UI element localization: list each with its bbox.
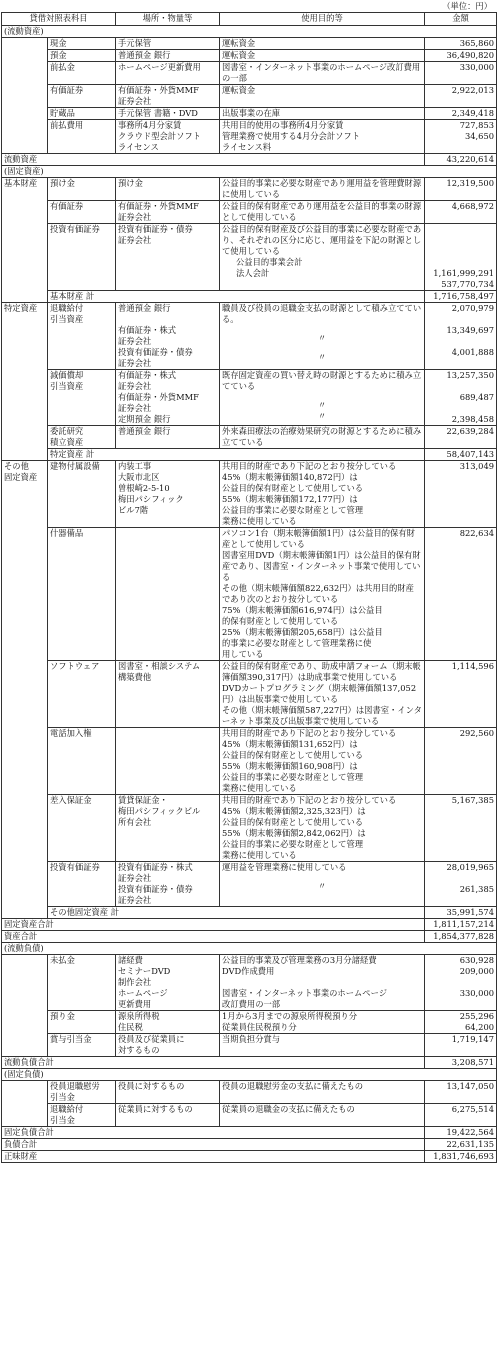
table-row <box>2 661 497 728</box>
header-purpose: 使用目的等 <box>220 13 425 26</box>
section-label: (流動資産) <box>2 26 497 38</box>
total-row <box>2 1057 497 1069</box>
total-label: 負債合計 <box>2 1139 425 1151</box>
amount-cell: 1,719,147 <box>425 1034 497 1057</box>
amount-cell: 13,147,050 <box>425 1081 497 1104</box>
item-cell: 建物付属設備 <box>48 461 116 528</box>
subtotal-label: 基本財産 計 <box>48 291 425 303</box>
place-cell <box>116 528 220 661</box>
total-row <box>2 1151 497 1163</box>
table-row <box>2 1034 497 1057</box>
purpose-cell: 外来森田療法の治療効果研究の財源とするために積み立てている <box>220 426 425 449</box>
section-fixed-assets <box>2 166 497 178</box>
amount-cell: 28,019,965 261,385 <box>425 862 497 907</box>
total-amount: 3,208,571 <box>425 1057 497 1069</box>
purpose-cell: 従業員の退職金の支払に備えたもの <box>220 1104 425 1127</box>
purpose-text: 職員及び役員の退職金支払の財源として積み立てている。 <box>222 303 422 324</box>
place-cell: 賃貸保証金・ 梅田パシフィックビル 所有会社 <box>116 795 220 862</box>
section-current-liabilities <box>2 943 497 955</box>
place-cell: 役員及び従業員に 対するもの <box>116 1034 220 1057</box>
place-cell <box>116 728 220 795</box>
total-label: 正味財産 <box>2 1151 425 1163</box>
amount-cell: 2,349,418 <box>425 108 497 120</box>
total-amount: 19,422,564 <box>425 1127 497 1139</box>
place-cell: 手元保管 <box>116 38 220 50</box>
item-cell: 有価証券 <box>48 85 116 108</box>
total-row <box>2 931 497 943</box>
total-row <box>2 919 497 931</box>
purpose-cell: 公益目的事業及び管理業務の3月分諸経費 DVD作成費用 図書室・インターネット事業のホームページ 改訂費用の一部 <box>220 955 425 1011</box>
item-cell: 退職給付 引当金 <box>48 1104 116 1127</box>
purpose-cell: 運転資金 <box>220 85 425 108</box>
place-cell: 図書室・相談システム 構築費他 <box>116 661 220 728</box>
place-cell: 投資有価証券・株式 証券会社 投資有価証券・債券 証券会社 <box>116 862 220 907</box>
purpose-text: 公益目的保有財産及び公益目的事業に必要な財産であり、それぞれの区分に応じ、運用益を下記の財源として使用している <box>222 224 422 256</box>
header-place: 場所・物量等 <box>116 13 220 26</box>
item-cell: ソフトウェア <box>48 661 116 728</box>
place-cell: 役員に対するもの <box>116 1081 220 1104</box>
item-cell: 什器備品 <box>48 528 116 661</box>
purpose-text: 運用益を管理業務に使用している <box>222 862 347 872</box>
purpose-cell: 共用目的使用の事務所4月分家賃 管理業務で使用する4月分会計ソフト ライセンス料 <box>220 120 425 154</box>
table-row <box>2 426 497 449</box>
ditto-mark: 〃 <box>317 881 327 891</box>
amount-cell <box>425 224 497 291</box>
table-row <box>2 370 497 426</box>
table-row <box>2 1011 497 1034</box>
amount-cell: 4,668,972 <box>425 201 497 224</box>
purpose-cell: 出版事業の在庫 <box>220 108 425 120</box>
header-row <box>2 13 497 26</box>
subtotal-row <box>2 449 497 461</box>
item-cell: 投資有価証券 <box>48 862 116 907</box>
place-cell: 手元保管 書籍・DVD <box>116 108 220 120</box>
amount-cell: 292,560 <box>425 728 497 795</box>
item-cell: 減価償却 引当資産 <box>48 370 116 426</box>
category-specified: 特定資産 <box>2 303 48 461</box>
ditto-mark: 〃 <box>317 333 327 343</box>
subtotal-amount: 35,991,574 <box>425 907 497 919</box>
total-row <box>2 1139 497 1151</box>
total-label: 固定資産合計 <box>2 919 425 931</box>
subtotal-amount: 58,407,143 <box>425 449 497 461</box>
total-amount: 43,220,614 <box>425 154 497 166</box>
place-cell: 投資有価証券・債券 証券会社 <box>116 224 220 291</box>
subtotal-row <box>2 907 497 919</box>
item-cell: 預り金 <box>48 1011 116 1034</box>
place-cell: 有価証券・外貨MMF 証券会社 <box>116 85 220 108</box>
table-row <box>2 528 497 661</box>
item-cell: 委託研究 積立資産 <box>48 426 116 449</box>
amount-cell: 313,049 <box>425 461 497 528</box>
table-row <box>2 50 497 62</box>
place-cell: ホームページ更新費用 <box>116 62 220 85</box>
purpose-cell: パソコン1台（期末帳簿価額1円）は公益目的保有財産として使用している 図書室用DVD（期末帳簿価額1円）は公益目的保有財産であり、図書室・インターネット事業で使用している その他（期末帳簿価額822,632円）は共用目的財産であり次のとおり按分している 75%（期末帳簿価額616,974円）は公益目 的保有財産として使用している 25%（期末帳簿価額205,658円）は公益目 的事業に必要な財産として管理業務に使 用している <box>220 528 425 661</box>
item-cell: 役員退職慰労 引当金 <box>48 1081 116 1104</box>
purpose-cell: 共用目的財産であり下記のとおり按分している 45%（期末帳簿価額2,325,323円）は 公益目的保有財産として使用している 55%（期末帳簿価額2,842,062円）は 公益目的事業に必要な財産として管理 業務に使用している <box>220 795 425 862</box>
item-cell: 貯蔵品 <box>48 108 116 120</box>
table-row <box>2 38 497 50</box>
place-cell: 内装工事 大阪市北区 曽根崎2-5-10 梅田パシフィック ビル7階 <box>116 461 220 528</box>
item-cell: 前払費用 <box>48 120 116 154</box>
purpose-cell: 公益目的保有財産であり、助成申請フォーム（期末帳簿価額390,317円）は助成事業で使用している DVDカートプログラミング（期末帳簿価額137,052円）は出版事業で使用している その他（期末帳簿価額587,227円）は図書室・インターネット事業及び出版事業で使用している <box>220 661 425 728</box>
item-cell: 未払金 <box>48 955 116 1011</box>
total-label: 流動負債合計 <box>2 1057 425 1069</box>
amount-cell: 22,639,284 <box>425 426 497 449</box>
purpose-cell: 当期負担分賞与 <box>220 1034 425 1057</box>
total-label: 流動資産 <box>2 154 425 166</box>
amount-cell: 36,490,820 <box>425 50 497 62</box>
place-cell: 普通預金 銀行 <box>116 426 220 449</box>
amount-cell: 727,853 34,650 <box>425 120 497 154</box>
purpose-cell: 公益目的保有財産であり運用益を公益目的事業の財源として使用している <box>220 201 425 224</box>
item-cell: 投資有価証券 <box>48 224 116 291</box>
section-label: (固定負債) <box>2 1069 497 1081</box>
header-item: 貸借対照表科目 <box>2 13 116 26</box>
amount-cell: 822,634 <box>425 528 497 661</box>
place-cell: 預け金 <box>116 178 220 201</box>
purpose-cell: 図書室・インターネット事業のホームページ改訂費用の一部 <box>220 62 425 85</box>
item-cell: 賞与引当金 <box>48 1034 116 1057</box>
ditto-mark: 〃 <box>317 411 327 421</box>
purpose-cell <box>220 862 425 907</box>
purpose-cell: 1月から3月までの源泉所得税預り分 従業員住民税預り分 <box>220 1011 425 1034</box>
subtotal-amount: 1,716,758,497 <box>425 291 497 303</box>
unit-label: （単位：円） <box>442 1 492 11</box>
place-cell: 有価証券・株式 証券会社 有価証券・外貨MMF 証券会社 定期預金 銀行 <box>116 370 220 426</box>
amount-cell: 330,000 <box>425 62 497 85</box>
purpose-cell: 運転資金 <box>220 50 425 62</box>
total-amount: 22,631,135 <box>425 1139 497 1151</box>
amount-cell: 5,167,385 <box>425 795 497 862</box>
table-row <box>2 201 497 224</box>
amount-cell: 13,257,350 689,487 2,398,458 <box>425 370 497 426</box>
place-cell: 源泉所得税 住民税 <box>116 1011 220 1034</box>
purpose-cell: 運転資金 <box>220 38 425 50</box>
total-label: 固定負債合計 <box>2 1127 425 1139</box>
table-row <box>2 795 497 862</box>
total-row <box>2 154 497 166</box>
ditto-mark: 〃 <box>317 400 327 410</box>
place-cell: 普通預金 銀行 有価証券・株式 証券会社 投資有価証券・債券 証券会社 <box>116 303 220 370</box>
subtotal-row <box>2 291 497 303</box>
place-cell: 諸経費 セミナーDVD 制作会社 ホームページ 更新費用 <box>116 955 220 1011</box>
amount-cell: 1,114,596 <box>425 661 497 728</box>
table-row <box>2 62 497 85</box>
item-cell: 現金 <box>48 38 116 50</box>
ditto-mark: 〃 <box>317 352 327 362</box>
place-cell: 事務所4月分家賃 クラウド型会計ソフト ライセンス <box>116 120 220 154</box>
purpose-cell <box>220 370 425 426</box>
table-row <box>2 178 497 201</box>
subtotal-label: その他固定資産 計 <box>48 907 425 919</box>
table-row <box>2 120 497 154</box>
amount-cell: 6,275,514 <box>425 1104 497 1127</box>
purpose-text: 既存固定資産の買い替え時の財源とするために積み立てている <box>222 370 422 391</box>
table-row <box>2 108 497 120</box>
amount-cell: 365,860 <box>425 38 497 50</box>
section-current-assets <box>2 26 497 38</box>
table-row <box>2 1104 497 1127</box>
purpose-cell <box>220 224 425 291</box>
total-label: 資産合計 <box>2 931 425 943</box>
table-row <box>2 303 497 370</box>
amount-cell: 630,928 209,000 330,000 <box>425 955 497 1011</box>
item-cell: 有価証券 <box>48 201 116 224</box>
purpose-cell: 役員の退職慰労金の支払に備えたもの <box>220 1081 425 1104</box>
item-cell: 預金 <box>48 50 116 62</box>
place-cell: 普通預金 銀行 <box>116 50 220 62</box>
item-cell: 預け金 <box>48 178 116 201</box>
item-cell: 差入保証金 <box>48 795 116 862</box>
header-amount: 金額 <box>425 13 497 26</box>
item-cell: 退職給付 引当資産 <box>48 303 116 370</box>
table-row <box>2 862 497 907</box>
purpose-cell <box>220 303 425 370</box>
section-label: (流動負債) <box>2 943 497 955</box>
total-amount: 1,854,377,828 <box>425 931 497 943</box>
table-row <box>2 728 497 795</box>
table-row <box>2 224 497 291</box>
amount-cell: 2,922,013 <box>425 85 497 108</box>
item-cell: 電話加入権 <box>48 728 116 795</box>
table-row <box>2 1081 497 1104</box>
item-cell: 前払金 <box>48 62 116 85</box>
category-other-fixed: その他 固定資産 <box>2 461 48 919</box>
subtotal-label: 特定資産 計 <box>48 449 425 461</box>
table-row <box>2 85 497 108</box>
amount-cell: 2,070,979 13,349,697 4,001,888 <box>425 303 497 370</box>
section-fixed-liabilities <box>2 1069 497 1081</box>
total-amount: 1,831,746,693 <box>425 1151 497 1163</box>
total-amount: 1,811,157,214 <box>425 919 497 931</box>
amount-cell: 12,319,500 <box>425 178 497 201</box>
place-cell: 従業員に対するもの <box>116 1104 220 1127</box>
purpose-cell: 公益目的事業に必要な財産であり運用益を管理費財源に使用している <box>220 178 425 201</box>
purpose-cell: 共用目的財産であり下記のとおり按分している 45%（期末帳簿価額140,872円）は 公益目的保有財産として使用している 55%（期末帳簿価額172,177円）は 公益目的事業に必要な財産として管理 業務に使用している <box>220 461 425 528</box>
category-basic: 基本財産 <box>2 178 48 303</box>
purpose-subtext: 公益目的事業会計 法人会計 <box>236 257 303 278</box>
amount-values: 1,161,999,291 537,770,734 <box>433 268 494 289</box>
property-inventory-table <box>1 12 497 1163</box>
amount-cell: 255,296 64,200 <box>425 1011 497 1034</box>
section-label: (固定資産) <box>2 166 497 178</box>
table-row <box>2 955 497 1011</box>
total-row <box>2 1127 497 1139</box>
table-row <box>2 461 497 528</box>
place-cell: 有価証券・外貨MMF 証券会社 <box>116 201 220 224</box>
purpose-cell: 共用目的財産であり下記のとおり按分している 45%（期末帳簿価額131,652円）は 公益目的保有財産として使用している 55%（期末帳簿価額160,908円）は 公益目的事業に必要な財産として管理 業務に使用している <box>220 728 425 795</box>
